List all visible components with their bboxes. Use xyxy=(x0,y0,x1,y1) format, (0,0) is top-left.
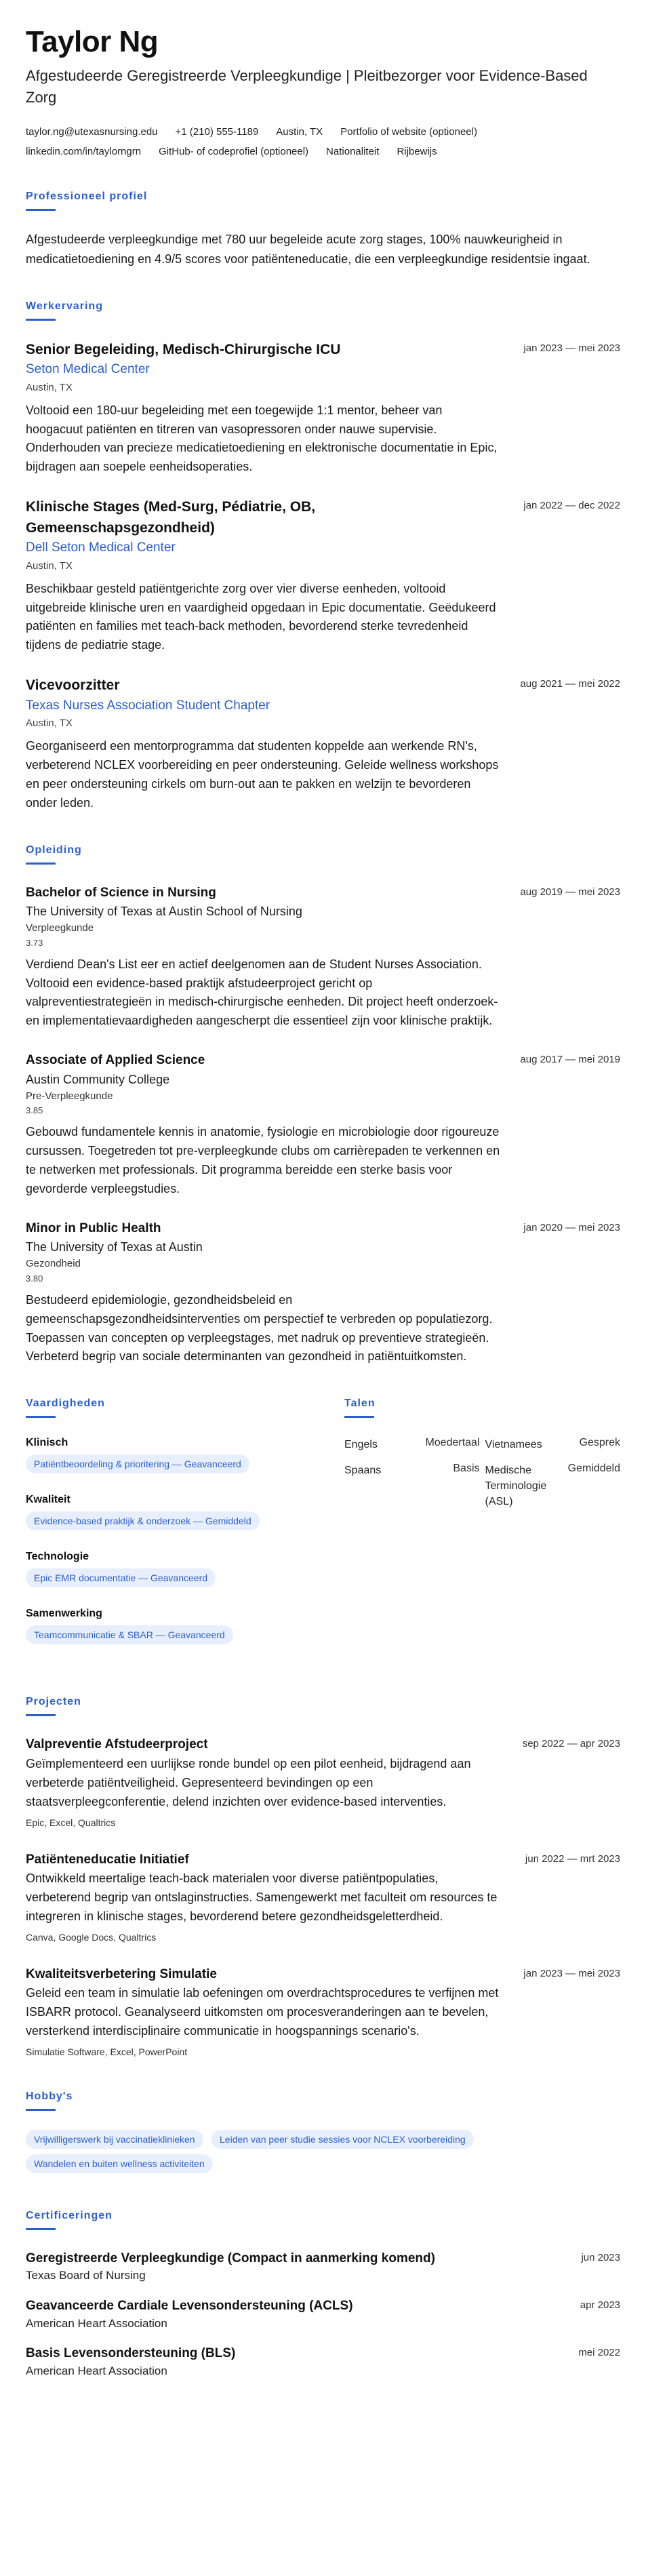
contact-email[interactable]: taylor.ng@utexasnursing.edu xyxy=(26,126,158,138)
project-title: Valpreventie Afstudeerproject xyxy=(26,1737,208,1752)
experience-item xyxy=(26,340,620,477)
section-divider xyxy=(26,1714,56,1716)
section-title: Certificeringen xyxy=(26,2209,113,2221)
employer-link[interactable]: Texas Nurses Association Student Chapter xyxy=(26,698,270,713)
skill-category: Kwaliteit xyxy=(26,1494,70,1506)
contact-location: Austin, TX xyxy=(276,126,323,138)
job-date: jan 2023 — mei 2023 xyxy=(523,342,620,354)
employer-link[interactable]: Seton Medical Center xyxy=(26,362,150,377)
project-tools: Simulatie Software, Excel, PowerPoint xyxy=(26,2046,188,2057)
contact-linkedin[interactable]: linkedin.com/in/taylorngrn xyxy=(26,145,142,157)
job-date: aug 2021 — mei 2022 xyxy=(520,678,620,690)
certification-date: mei 2022 xyxy=(578,2347,620,2359)
certification-title: Geavanceerde Cardiale Levensondersteuning (ACLS) xyxy=(26,2299,353,2314)
section-title: Werkervaring xyxy=(26,300,103,312)
language-level: Basis xyxy=(453,1462,480,1474)
certification-item xyxy=(26,2344,620,2379)
language-name: Spaans xyxy=(344,1464,382,1476)
education-date: aug 2017 — mei 2019 xyxy=(520,1054,620,1066)
skill-group xyxy=(26,1494,317,1536)
contact-portfolio[interactable]: Portfolio of website (optioneel) xyxy=(340,126,477,138)
certification-item xyxy=(26,2297,620,2332)
section-divider xyxy=(344,1416,374,1418)
language-name: Vietnamees xyxy=(485,1439,542,1451)
contact-phone[interactable]: +1 (210) 555-1189 xyxy=(175,126,259,138)
skill-chip: Patiëntbeoordeling & prioritering — Geavanceerd xyxy=(26,1454,249,1473)
school-name: The University of Texas at Austin xyxy=(26,1240,203,1254)
language-level: Gesprek xyxy=(579,1437,620,1449)
job-description: Voltooid een 180-uur begeleiding met een toegewijde 1:1 mentor, beheer van hoogacuut patiënten en titreren van vasopressoren onder nauwe supervisie. Onderhouden van precieze medicatietoediening en elektronische documentatie in Epic, bijdragen aan soepele eenheidsoperaties. xyxy=(26,403,498,474)
hobby-chip-list xyxy=(26,2130,620,2179)
summary-text: Afgestudeerde verpleegkundige met 780 uur begeleide acute zorg stages, 100% nauwkeurigheid in medicatietoediening en 4.9/5 scores voor patiënteneducatie, die een verpleegkundige residentsie ingaat. xyxy=(26,233,590,266)
candidate-name: Taylor Ng xyxy=(26,25,159,58)
section-title: Hobby's xyxy=(26,2090,73,2102)
skills-languages-row xyxy=(26,1398,620,1665)
gpa-value: 3.80 xyxy=(26,1273,43,1284)
section-divider xyxy=(26,209,56,211)
education-item xyxy=(26,1219,620,1367)
section-title: Opleiding xyxy=(26,844,82,856)
experience-section xyxy=(26,300,620,813)
skill-group xyxy=(26,1608,317,1650)
gpa-value: 3.73 xyxy=(26,937,43,948)
education-date: jan 2020 — mei 2023 xyxy=(523,1221,620,1233)
project-item xyxy=(26,1850,620,1945)
degree-title: Associate of Applied Science xyxy=(26,1053,205,1068)
project-description: Ontwikkeld meertalige teach-back materialen voor diverse patiëntpopulaties, verbeterend begrip van ontslaginstructies. Samengewerkt met faculteit om resources te integreren in klinische stages, bevorderend betere gezondheidsgeletterdheid. xyxy=(26,1871,498,1923)
section-title: Projecten xyxy=(26,1696,81,1708)
certification-date: jun 2023 xyxy=(581,2251,620,2263)
study-field: Gezondheid xyxy=(26,1258,81,1270)
education-item xyxy=(26,1051,620,1199)
summary-section xyxy=(26,191,620,269)
project-tools: Canva, Google Docs, Qualtrics xyxy=(26,1931,157,1943)
project-tools: Epic, Excel, Qualtrics xyxy=(26,1817,116,1828)
job-date: jan 2022 — dec 2022 xyxy=(523,500,620,512)
section-title: Vaardigheden xyxy=(26,1398,105,1410)
skill-category: Technologie xyxy=(26,1551,89,1563)
gpa-value: 3.85 xyxy=(26,1105,43,1116)
skill-chip: Teamcommunicatie & SBAR — Geavanceerd xyxy=(26,1625,233,1644)
employer-link[interactable]: Dell Seton Medical Center xyxy=(26,540,176,555)
language-name: Engels xyxy=(344,1439,378,1451)
education-date: aug 2019 — mei 2023 xyxy=(520,886,620,898)
candidate-headline: Afgestudeerde Geregistreerde Verpleegkundige | Pleitbezorger voor Evidence-Based Zorg xyxy=(26,67,588,106)
skill-chip: Epic EMR documentatie — Geavanceerd xyxy=(26,1568,216,1587)
project-title: Kwaliteitsverbetering Simulatie xyxy=(26,1966,217,1981)
experience-item xyxy=(26,497,620,655)
job-location: Austin, TX xyxy=(26,381,73,393)
project-title: Patiënteneducatie Initiatief xyxy=(26,1852,189,1867)
project-date: jan 2023 — mei 2023 xyxy=(523,1967,620,1979)
certification-issuer: Texas Board of Nursing xyxy=(26,2269,146,2282)
certification-date: apr 2023 xyxy=(580,2299,620,2312)
job-title: Klinische Stages (Med-Surg, Pédiatrie, OB, Gemeenschapsgezondheid) xyxy=(26,499,316,536)
section-divider xyxy=(26,319,56,321)
degree-title: Minor in Public Health xyxy=(26,1221,161,1235)
project-date: sep 2022 — apr 2023 xyxy=(522,1738,620,1750)
school-name: Austin Community College xyxy=(26,1072,170,1086)
certification-issuer: American Heart Association xyxy=(26,2316,167,2330)
contact-license: Rijbewijs xyxy=(397,145,437,157)
education-item xyxy=(26,884,620,1031)
project-item xyxy=(26,1735,620,1829)
project-item xyxy=(26,1965,620,2059)
hobby-chip: Wandelen en buiten wellness activiteiten xyxy=(26,2154,213,2173)
resume-header xyxy=(26,26,620,159)
certification-item xyxy=(26,2249,620,2284)
section-divider xyxy=(26,863,56,865)
contact-nationality: Nationaliteit xyxy=(326,145,380,157)
languages-section xyxy=(344,1398,620,1665)
language-level: Moedertaal xyxy=(425,1437,480,1449)
project-date: jun 2022 — mrt 2023 xyxy=(525,1852,620,1865)
contact-list xyxy=(26,125,609,159)
section-divider xyxy=(26,2109,56,2111)
education-description: Bestudeerd epidemiologie, gezondheidsbeleid en gemeenschapsgezondheidsinterventies om perspectief te verbreden op populatiezorg. Toepassen van concepten op verpleegstages, met nadruk op preventieve strategieën. Verbeterd begrip van sociale determinanten van gezondheid in patiëntuitkomsten. xyxy=(26,1292,493,1364)
language-level: Gemiddeld xyxy=(567,1462,620,1474)
section-divider xyxy=(26,1416,56,1418)
job-location: Austin, TX xyxy=(26,559,73,572)
skill-category: Samenwerking xyxy=(26,1608,102,1620)
skill-group xyxy=(26,1437,317,1479)
job-description: Georganiseerd een mentorprogramma dat studenten koppelde aan werkende RN's, verbeterend NCLEX voorbereiding en peer ondersteuning. Geleide wellness workshops en peer ondersteuning cirkels om burn-out aan te pakken en welzijn te bevorderen onder leden. xyxy=(26,739,499,810)
skill-chip: Evidence-based praktijk & onderzoek — Gemiddeld xyxy=(26,1511,260,1530)
education-description: Verdiend Dean's List eer en actief deelgenomen aan de Student Nurses Association. Voltooid een evidence-based praktijk afstudeerproject gericht op valpreventiestrategieën in medisch-chirurgische eenheden. Dit project heeft onderzoek- en implementatievaardigheden aangescherpt die essentieel zijn voor klinische praktijk. xyxy=(26,957,498,1028)
education-description: Gebouwd fundamentele kennis in anatomie, fysiologie en microbiologie door rigoureuze cursussen. Toegetreden tot pre-verpleegkunde clubs om carrièrepaden te verkennen en te netwerken met professionals. Dit programma bereidde een sterke basis voor gevorderde verpleegstudies. xyxy=(26,1125,500,1195)
language-list xyxy=(344,1437,620,1509)
study-field: Verpleegkunde xyxy=(26,922,94,934)
section-title: Talen xyxy=(344,1398,376,1410)
skills-section xyxy=(26,1398,317,1665)
section-divider xyxy=(26,2228,56,2230)
degree-title: Bachelor of Science in Nursing xyxy=(26,885,216,900)
certification-title: Geregistreerde Verpleegkundige (Compact in aanmerking komend) xyxy=(26,2251,435,2265)
certification-issuer: American Heart Association xyxy=(26,2364,167,2377)
projects-section xyxy=(26,1696,620,2059)
skill-category: Klinisch xyxy=(26,1437,68,1449)
language-name: Medische Terminologie (ASL) xyxy=(485,1464,547,1507)
job-title: Senior Begeleiding, Medisch-Chirurgische ICU xyxy=(26,341,341,357)
job-title: Vicevoorzitter xyxy=(26,677,120,694)
skill-group xyxy=(26,1551,317,1593)
job-location: Austin, TX xyxy=(26,717,73,730)
education-section xyxy=(26,844,620,1367)
hobby-chip: Vrijwilligerswerk bij vaccinatieklinieken xyxy=(26,2130,203,2149)
section-title: Professioneel profiel xyxy=(26,191,148,203)
experience-item xyxy=(26,675,620,813)
hobby-chip: Leiden van peer studie sessies voor NCLEX voorbereiding xyxy=(211,2130,474,2149)
school-name: The University of Texas at Austin School of Nursing xyxy=(26,905,302,919)
study-field: Pre-Verpleegkunde xyxy=(26,1090,113,1102)
certifications-section xyxy=(26,2210,620,2380)
certification-title: Basis Levensondersteuning (BLS) xyxy=(26,2346,236,2361)
project-description: Geleid een team in simulatie lab oefeningen om overdrachtsprocedures te verfijnen met ISBARR protocol. Geanalyseerd uitkomsten om procesveranderingen aan te bevelen, versterkend interdisciplinaire communicatie in hoogspannings scenario's. xyxy=(26,1986,499,2038)
contact-github[interactable]: GitHub- of codeprofiel (optioneel) xyxy=(159,145,309,157)
project-description: Geïmplementeerd een uurlijkse ronde bundel op een pilot eenheid, bijdragend aan verbeterde patiëntveiligheid. Gepresenteerd bevindingen op een staatsverpleegconferentie, delend inzichten over evidence-based interventies. xyxy=(26,1756,471,1808)
job-description: Beschikbaar gesteld patiëntgerichte zorg over vier diverse eenheden, voltooid uitgebreide klinische uren en vaardigheid opgedaan in Epic documentatie. Geëdukeerd patiënten en families met teach-back methoden, bevorderend sterke tevredenheid tijdens de pediatrie stage. xyxy=(26,581,496,652)
hobbies-section xyxy=(26,2090,620,2179)
